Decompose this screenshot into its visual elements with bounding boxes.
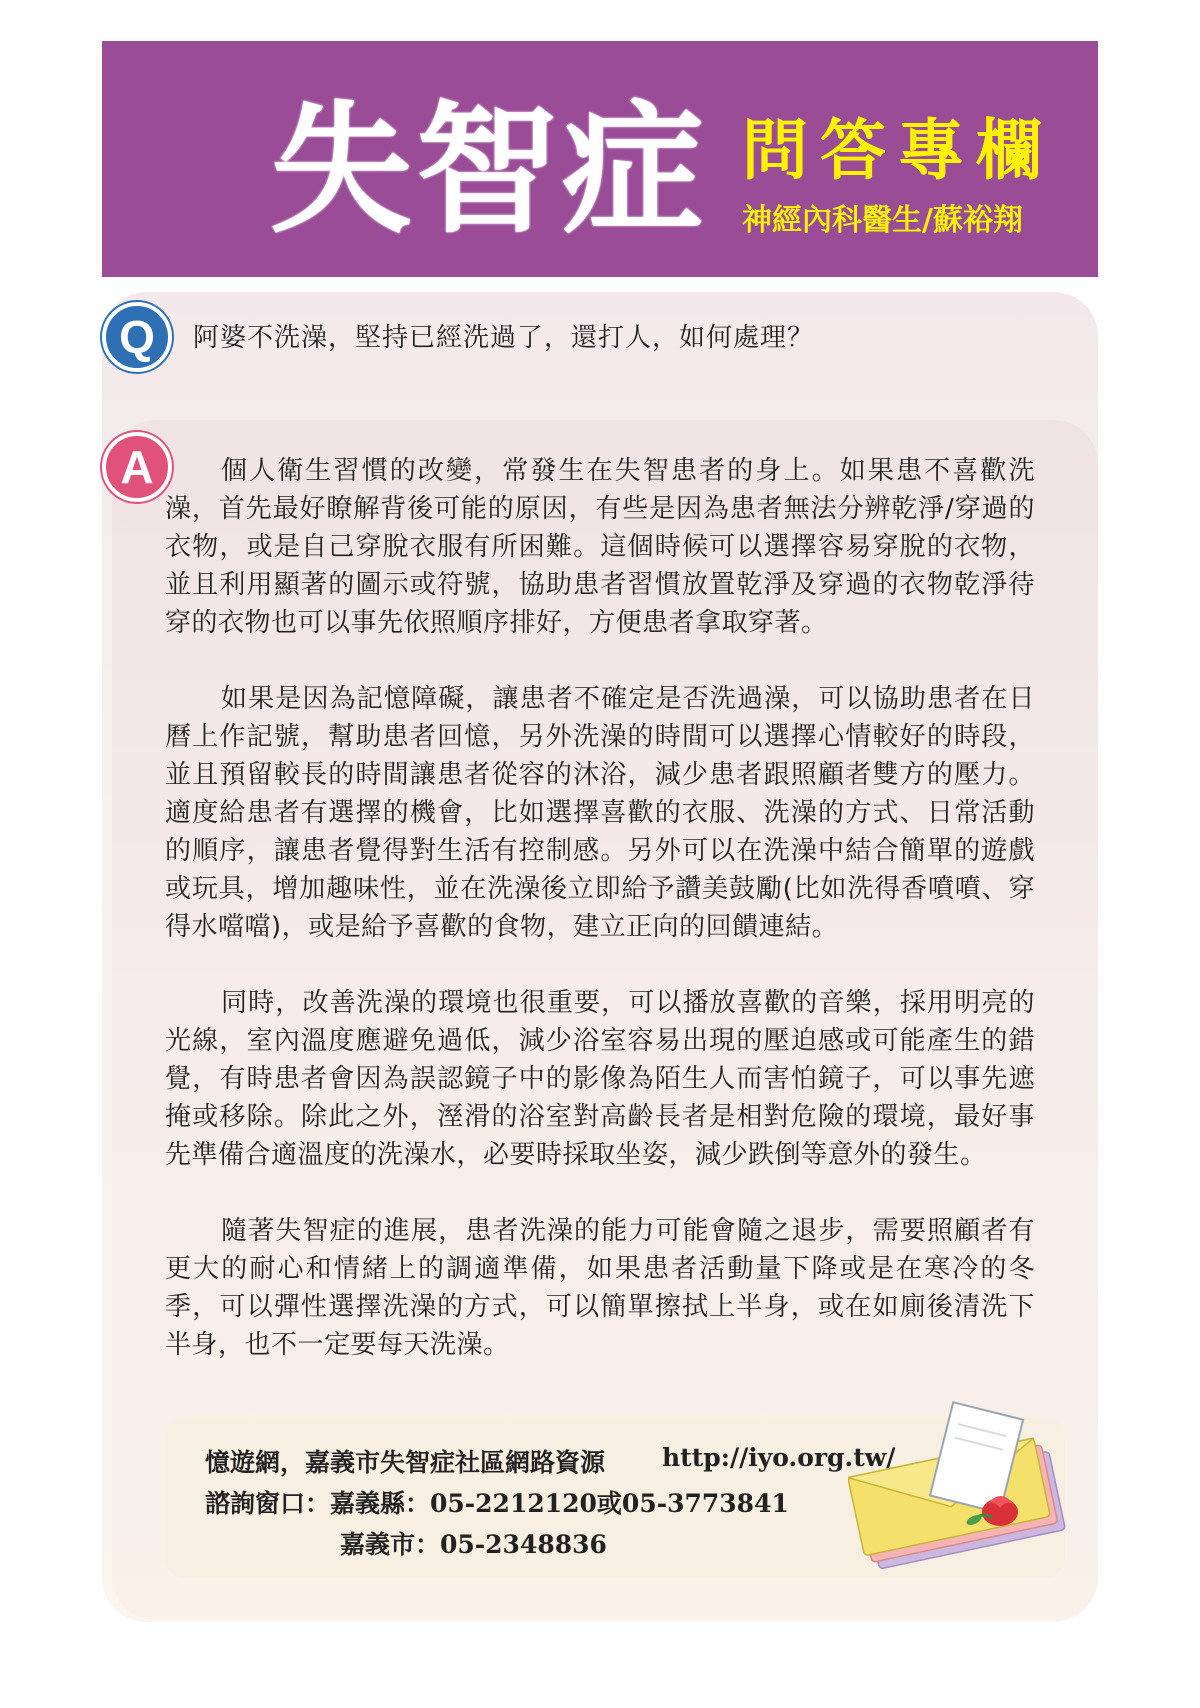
envelope-with-rose-icon <box>848 1400 1078 1570</box>
contact-city: 嘉義市：05-2348836 <box>340 1530 607 1559</box>
page-subtitle: 問答專欄 <box>742 112 1054 189</box>
answer-paragraph: 隨著失智症的進展，患者洗澡的能力可能會隨之退步，需要照顧者有更大的耐心和情緒上的調適準備，如果患者活動量下降或是在寒冷的冬季，可以彈性選擇洗澡的方式，可以簡單擦拭上半身，或在如廁後清洗下半身，也不一定要每天洗澡。 <box>165 1216 1035 1360</box>
answer-body <box>165 452 1035 1402</box>
question-text: 阿婆不洗澡，堅持已經洗過了，還打人，如何處理？ <box>193 323 815 353</box>
answer-badge-icon: A <box>102 432 172 502</box>
resource-url-link[interactable]: http://iyo.org.tw/ <box>662 1443 896 1472</box>
contact-county: 諮詢窗口：嘉義縣：05-2212120或05-3773841 <box>205 1489 789 1518</box>
answer-paragraph: 個人衛生習慣的改變，常發生在失智患者的身上。如果患不喜歡洗澡，首先最好瞭解背後可能的原因，有些是因為患者無法分辨乾淨/穿過的衣物，或是自己穿脫衣服有所困難。這個時候可以選擇容易穿脫的衣物，並且利用顯著的圖示或符號，協助患者習慣放置乾淨及穿過的衣物乾淨待穿的衣物也可以事先依照順序排好，方便患者拿取穿著。 <box>165 456 1035 638</box>
resource-site-label: 憶遊網，嘉義市失智症社區網路資源 <box>205 1448 606 1477</box>
question-badge-icon: Q <box>102 302 172 372</box>
answer-paragraph: 如果是因為記憶障礙，讓患者不確定是否洗過澡，可以協助患者在日曆上作記號，幫助患者回憶，另外洗澡的時間可以選擇心情較好的時段，並且預留較長的時間讓患者從容的沐浴，減少患者跟照顧者雙方的壓力。適度給患者有選擇的機會，比如選擇喜歡的衣服、洗澡的方式、日常活動的順序，讓患者覺得對生活有控制感。另外可以在洗澡中結合簡單的遊戲或玩具，增加趣味性，並在洗澡後立即給予讚美鼓勵(比如洗得香噴噴、穿得水噹噹)，或是給予喜歡的食物，建立正向的回饋連結。 <box>165 684 1035 942</box>
page-title: 失智症 <box>270 88 708 253</box>
author-credit: 神經內科醫生/蘇裕翔 <box>742 203 1023 238</box>
answer-paragraph: 同時，改善洗澡的環境也很重要，可以播放喜歡的音樂，採用明亮的光線，室內溫度應避免過低，減少浴室容易出現的壓迫感或可能產生的錯覺，有時患者會因為誤認鏡子中的影像為陌生人而害怕鏡子，可以事先遮掩或移除。除此之外，溼滑的浴室對高齡長者是相對危險的環境，最好事先準備合適溫度的洗澡水，必要時採取坐姿，減少跌倒等意外的發生。 <box>165 988 1035 1170</box>
